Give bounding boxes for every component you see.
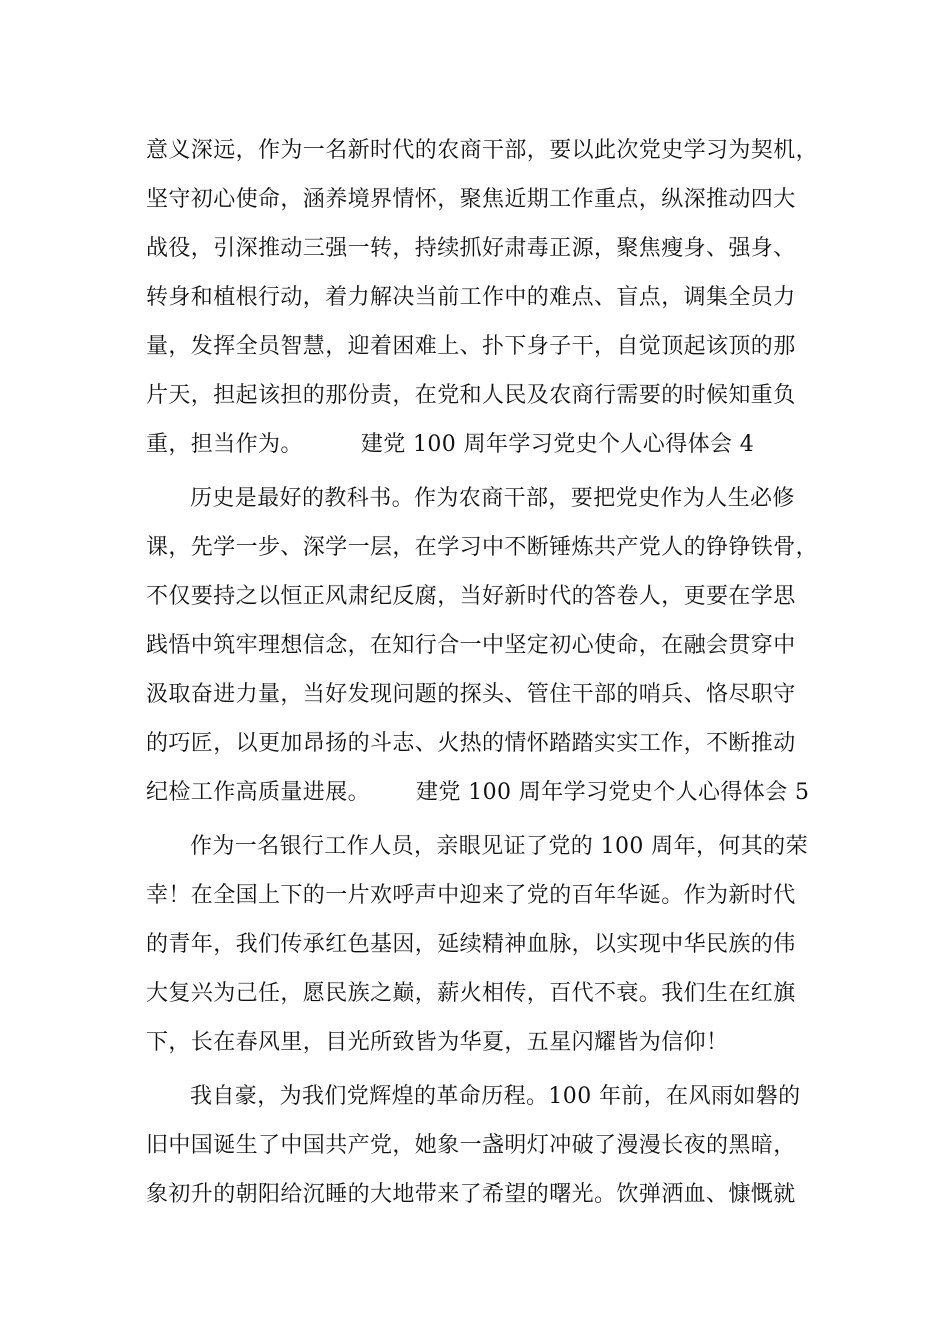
text-line-with-heading	[146, 422, 806, 468]
text-line: 的青年，我们传承红色基因，延续精神血脉，以实现中华民族的伟	[146, 932, 796, 957]
text-line: 汲取奋进力量，当好发现问题的探头、管住干部的哨兵、恪尽职守	[146, 682, 796, 707]
text-line: 象初升的朝阳给沉睡的大地带来了希望的曙光。饮弹洒血、慷慨就	[146, 1182, 796, 1207]
text-line: 意义深远，作为一名新时代的农商干部，要以此次党史学习为契机，	[146, 138, 819, 163]
text-line: 幸！在全国上下的一片欢呼声中迎来了党的百年华诞。作为新时代	[146, 883, 796, 908]
text-line: 旧中国诞生了中国共产党，她象一盏明灯冲破了漫漫长夜的黑暗，	[146, 1133, 796, 1158]
text-line: 课，先学一步、深学一层，在学习中不断锤炼共产党人的铮铮铁骨，	[146, 535, 819, 560]
text-line-with-heading	[146, 770, 810, 816]
text-line: 作为一名银行工作人员，亲眼见证了党的 100 周年，何其的荣	[190, 834, 808, 859]
text-line: 大复兴为己任，愿民族之巅，薪火相传，百代不衰。我们生在红旗	[146, 981, 796, 1006]
text-line: 坚守初心使命，涵养境界情怀，聚焦近期工作重点，纵深推动四大	[146, 187, 796, 212]
text-line: 不仅要持之以恒正风肃纪反腐，当好新时代的答卷人，更要在学思	[146, 584, 796, 609]
text-line: 的巧匠，以更加昂扬的斗志、火热的情怀踏踏实实工作，不断推动	[146, 731, 796, 756]
text-line: 下，长在春风里，目光所致皆为华夏，五星闪耀皆为信仰！	[146, 1030, 729, 1055]
text-line: 践悟中筑牢理想信念，在知行合一中坚定初心使命，在融会贯穿中	[146, 633, 796, 658]
section-heading-5: 建党 100 周年学习党史个人心得体会 5	[416, 780, 810, 805]
text-line: 转身和植根行动，着力解决当前工作中的难点、盲点，调集全员力	[146, 285, 796, 310]
text-line: 量，发挥全员智慧，迎着困难上、扑下身子干，自觉顶起该顶的那	[146, 334, 796, 359]
text-line: 战役，引深推动三强一转，持续抓好肃毒正源，聚焦瘦身、强身、	[146, 236, 796, 261]
text-line: 历史是最好的教科书。作为农商干部，要把党史作为人生必修	[190, 486, 795, 511]
text-line: 我自豪，为我们党辉煌的革命历程。100 年前，在风雨如磐的	[190, 1084, 801, 1109]
text-line: 片天，担起该担的那份责，在党和人民及农商行需要的时候知重负	[146, 383, 796, 408]
section-heading-4: 建党 100 周年学习党史个人心得体会 4	[360, 432, 755, 457]
text-line: 纪检工作高质量进展。	[146, 780, 371, 805]
text-line: 重，担当作为。	[146, 432, 303, 457]
